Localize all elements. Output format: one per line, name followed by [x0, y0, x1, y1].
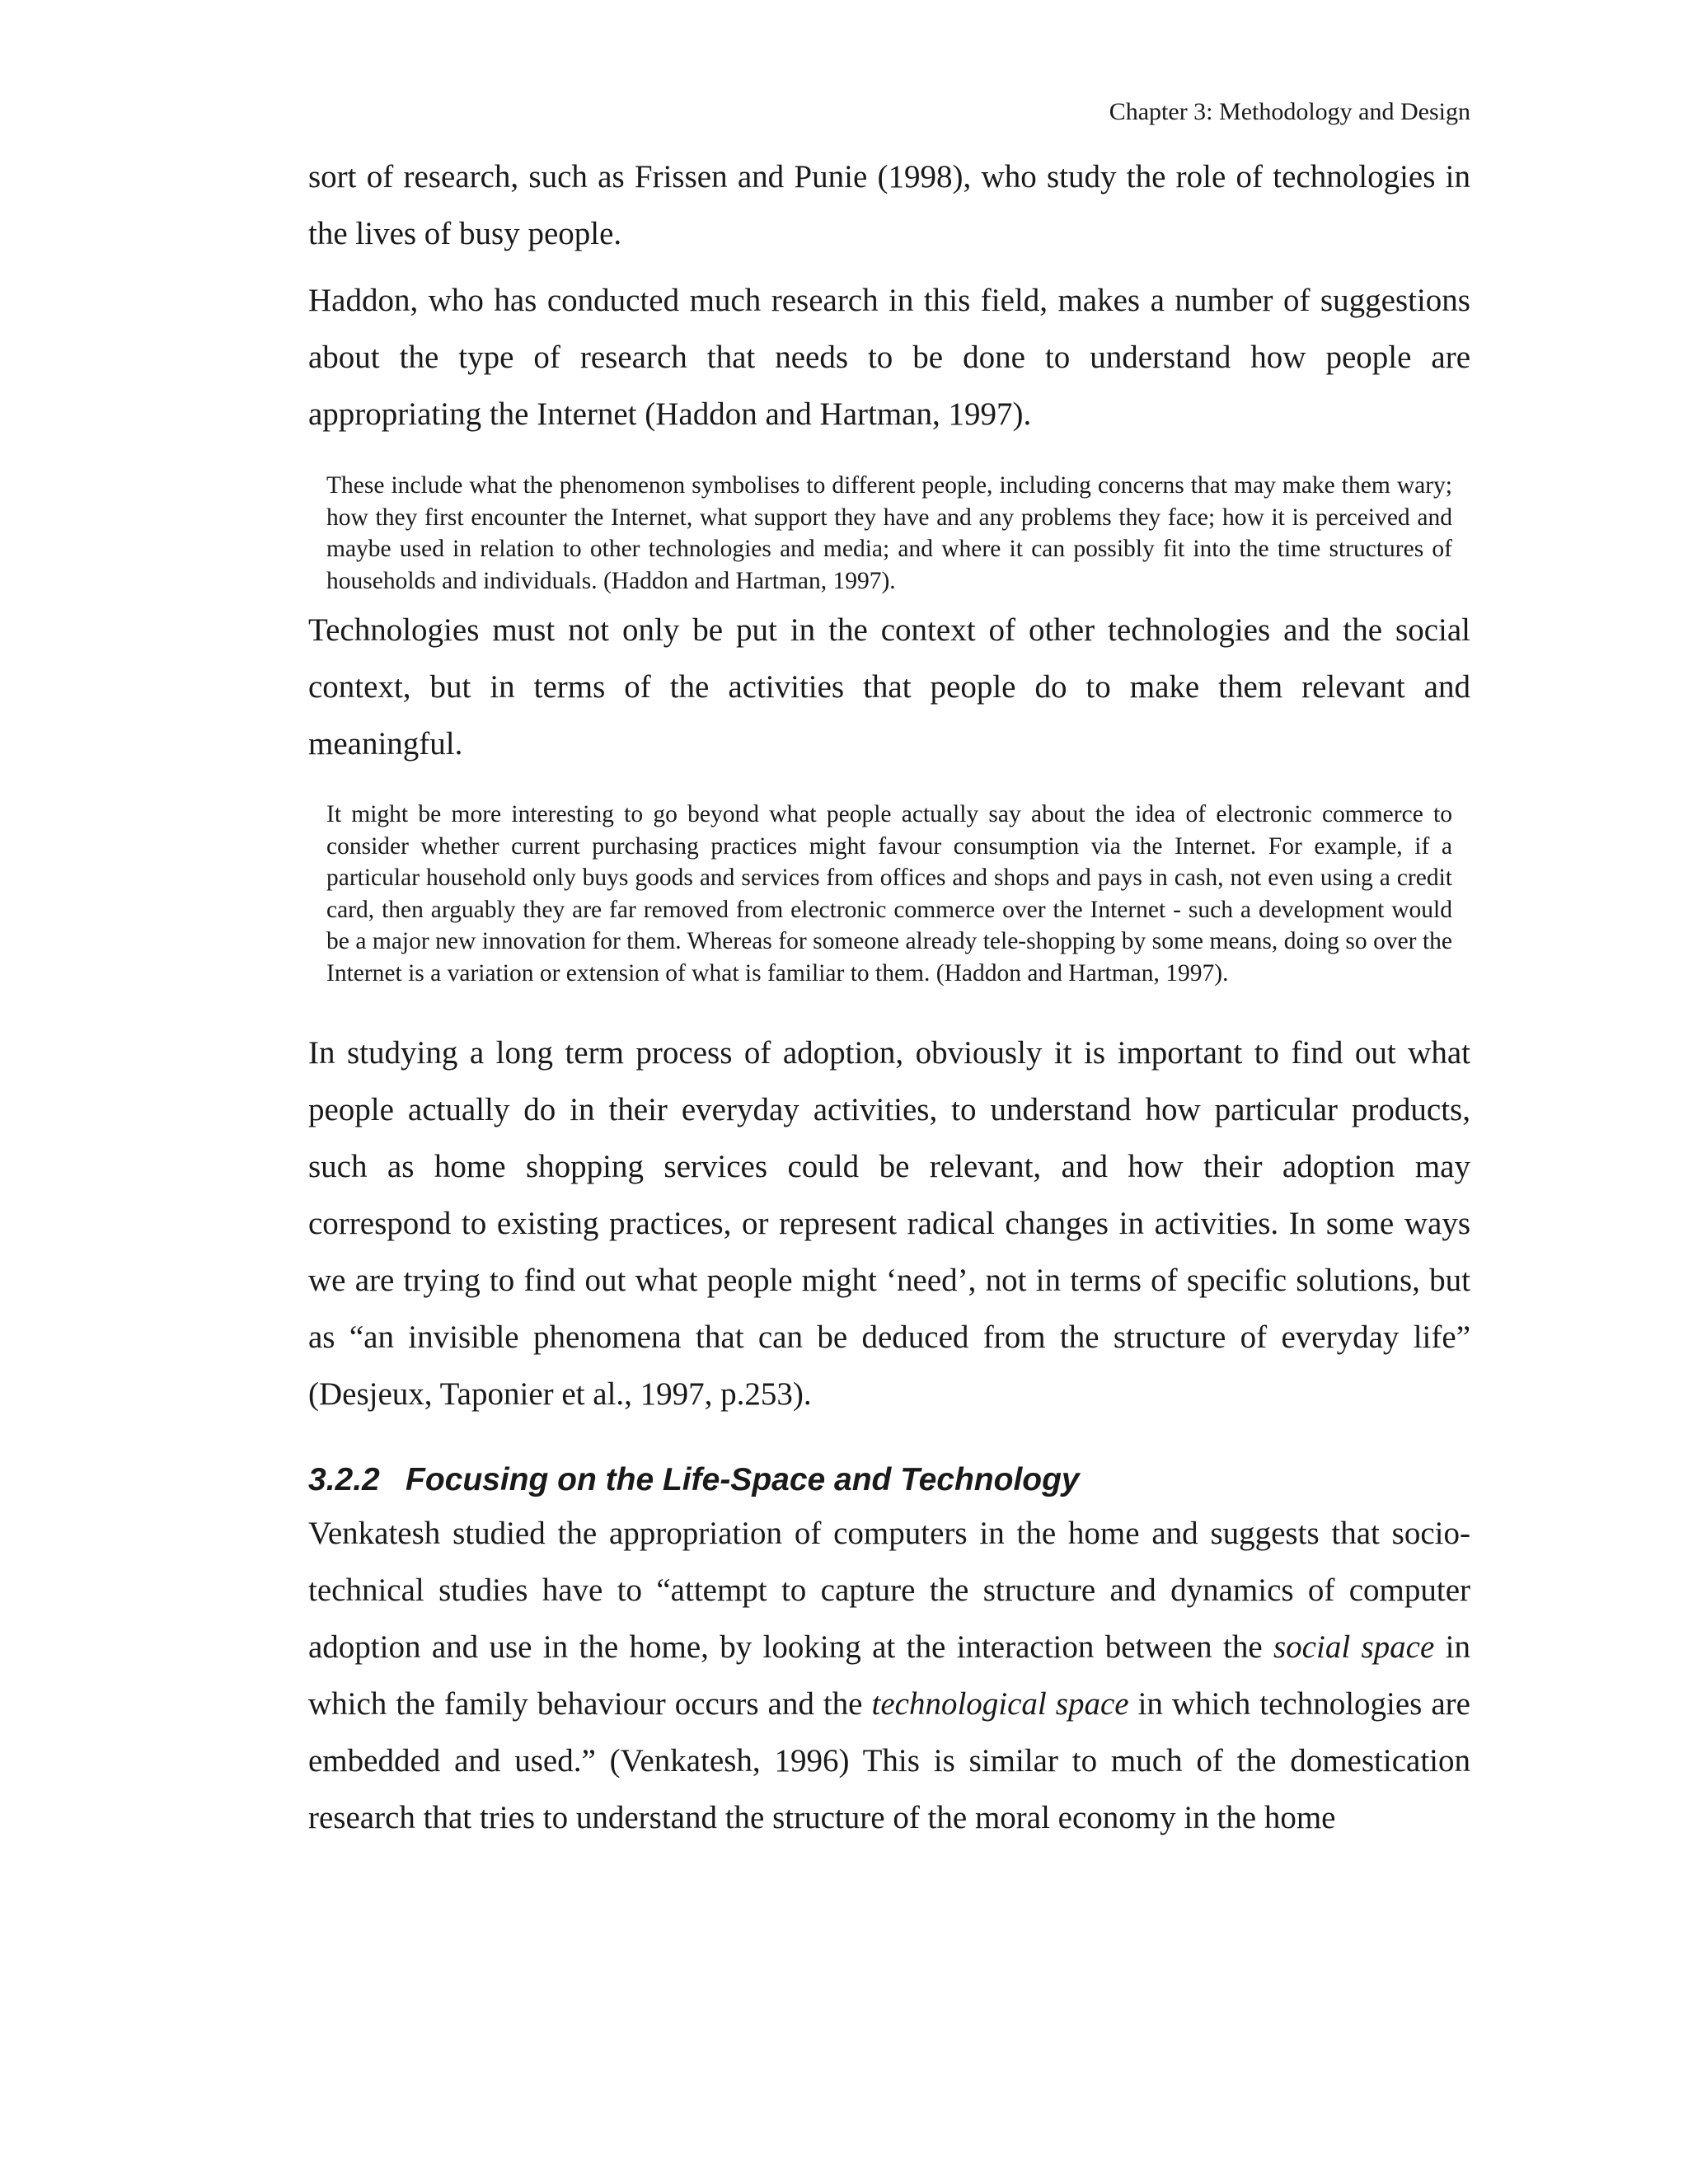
- emphasis-text: social space: [1273, 1629, 1435, 1665]
- section-title: Focusing on the Life-Space and Technology: [406, 1462, 1080, 1497]
- paragraph: Technologies must not only be put in the context of other technologies and the social context, but in terms of the activities that people do to make them relevant and meaningful.: [308, 612, 1470, 762]
- paragraph: sort of research, such as Frissen and Punie (1998), who study the role of technologies in the lives of busy people.: [308, 159, 1470, 251]
- block-quote: These include what the phenomenon symbolises to different people, including concerns that may make them wary; how they first encounter the Internet, what support they have and any problems they face; how it is perceived and maybe used in relation to other technologies and media; and where it can possibly fit into the time structures of households and individuals. (Haddon and Hartman, 1997).: [326, 472, 1452, 594]
- paragraph-text: in which technologies are embedded and used.” (Venkatesh, 1996) This is similar to much of the domestication research that tries to understand the structure of the moral economy in the home: [308, 1686, 1470, 1835]
- paragraph-text: Venkatesh studied the appropriation of computers in the home and suggests that socio-technical studies have to “attempt to capture the structure and dynamics of computer adoption and use in the home, by looking at the interaction between the: [308, 1516, 1470, 1665]
- block-quote: It might be more interesting to go beyond what people actually say about the idea of electronic commerce to consider whether current purchasing practices might favour consumption via the Internet. For example, if a particular household only buys goods and services from offices and shops and pays in cash, not even using a credit card, then arguably they are far removed from electronic commerce over the Internet - such a development would be a major new innovation for them. Whereas for someone already tele-shopping by some means, doing so over the Internet is a variation or extension of what is familiar to them. (Haddon and Hartman, 1997).: [326, 801, 1452, 987]
- paragraph: [308, 1505, 1470, 1846]
- paragraph: In studying a long term process of adoption, obviously it is important to find out what people actually do in their everyday activities, to understand how particular products, such as home shopping services could be relevant, and how their adoption may correspond to existing practices, or represent radical changes in activities. In some ways we are trying to find out what people might ‘need’, not in terms of specific solutions, but as “an invisible phenomena that can be deduced from the structure of everyday life” (Desjeux, Taponier et al., 1997, p.253).: [308, 1035, 1470, 1412]
- emphasis-text: technological space: [871, 1686, 1129, 1722]
- paragraph: Haddon, who has conducted much research in this field, makes a number of suggestions about the type of research that needs to be done to understand how people are appropriating the Internet (Haddon and Hartman, 1997).: [308, 283, 1470, 432]
- paragraph-text: in which the family behaviour occurs and the: [308, 1629, 1470, 1722]
- running-header: Chapter 3: Methodology and Design: [1109, 98, 1470, 125]
- section-heading: [308, 1460, 1470, 1500]
- section-number: 3.2.2: [308, 1462, 380, 1497]
